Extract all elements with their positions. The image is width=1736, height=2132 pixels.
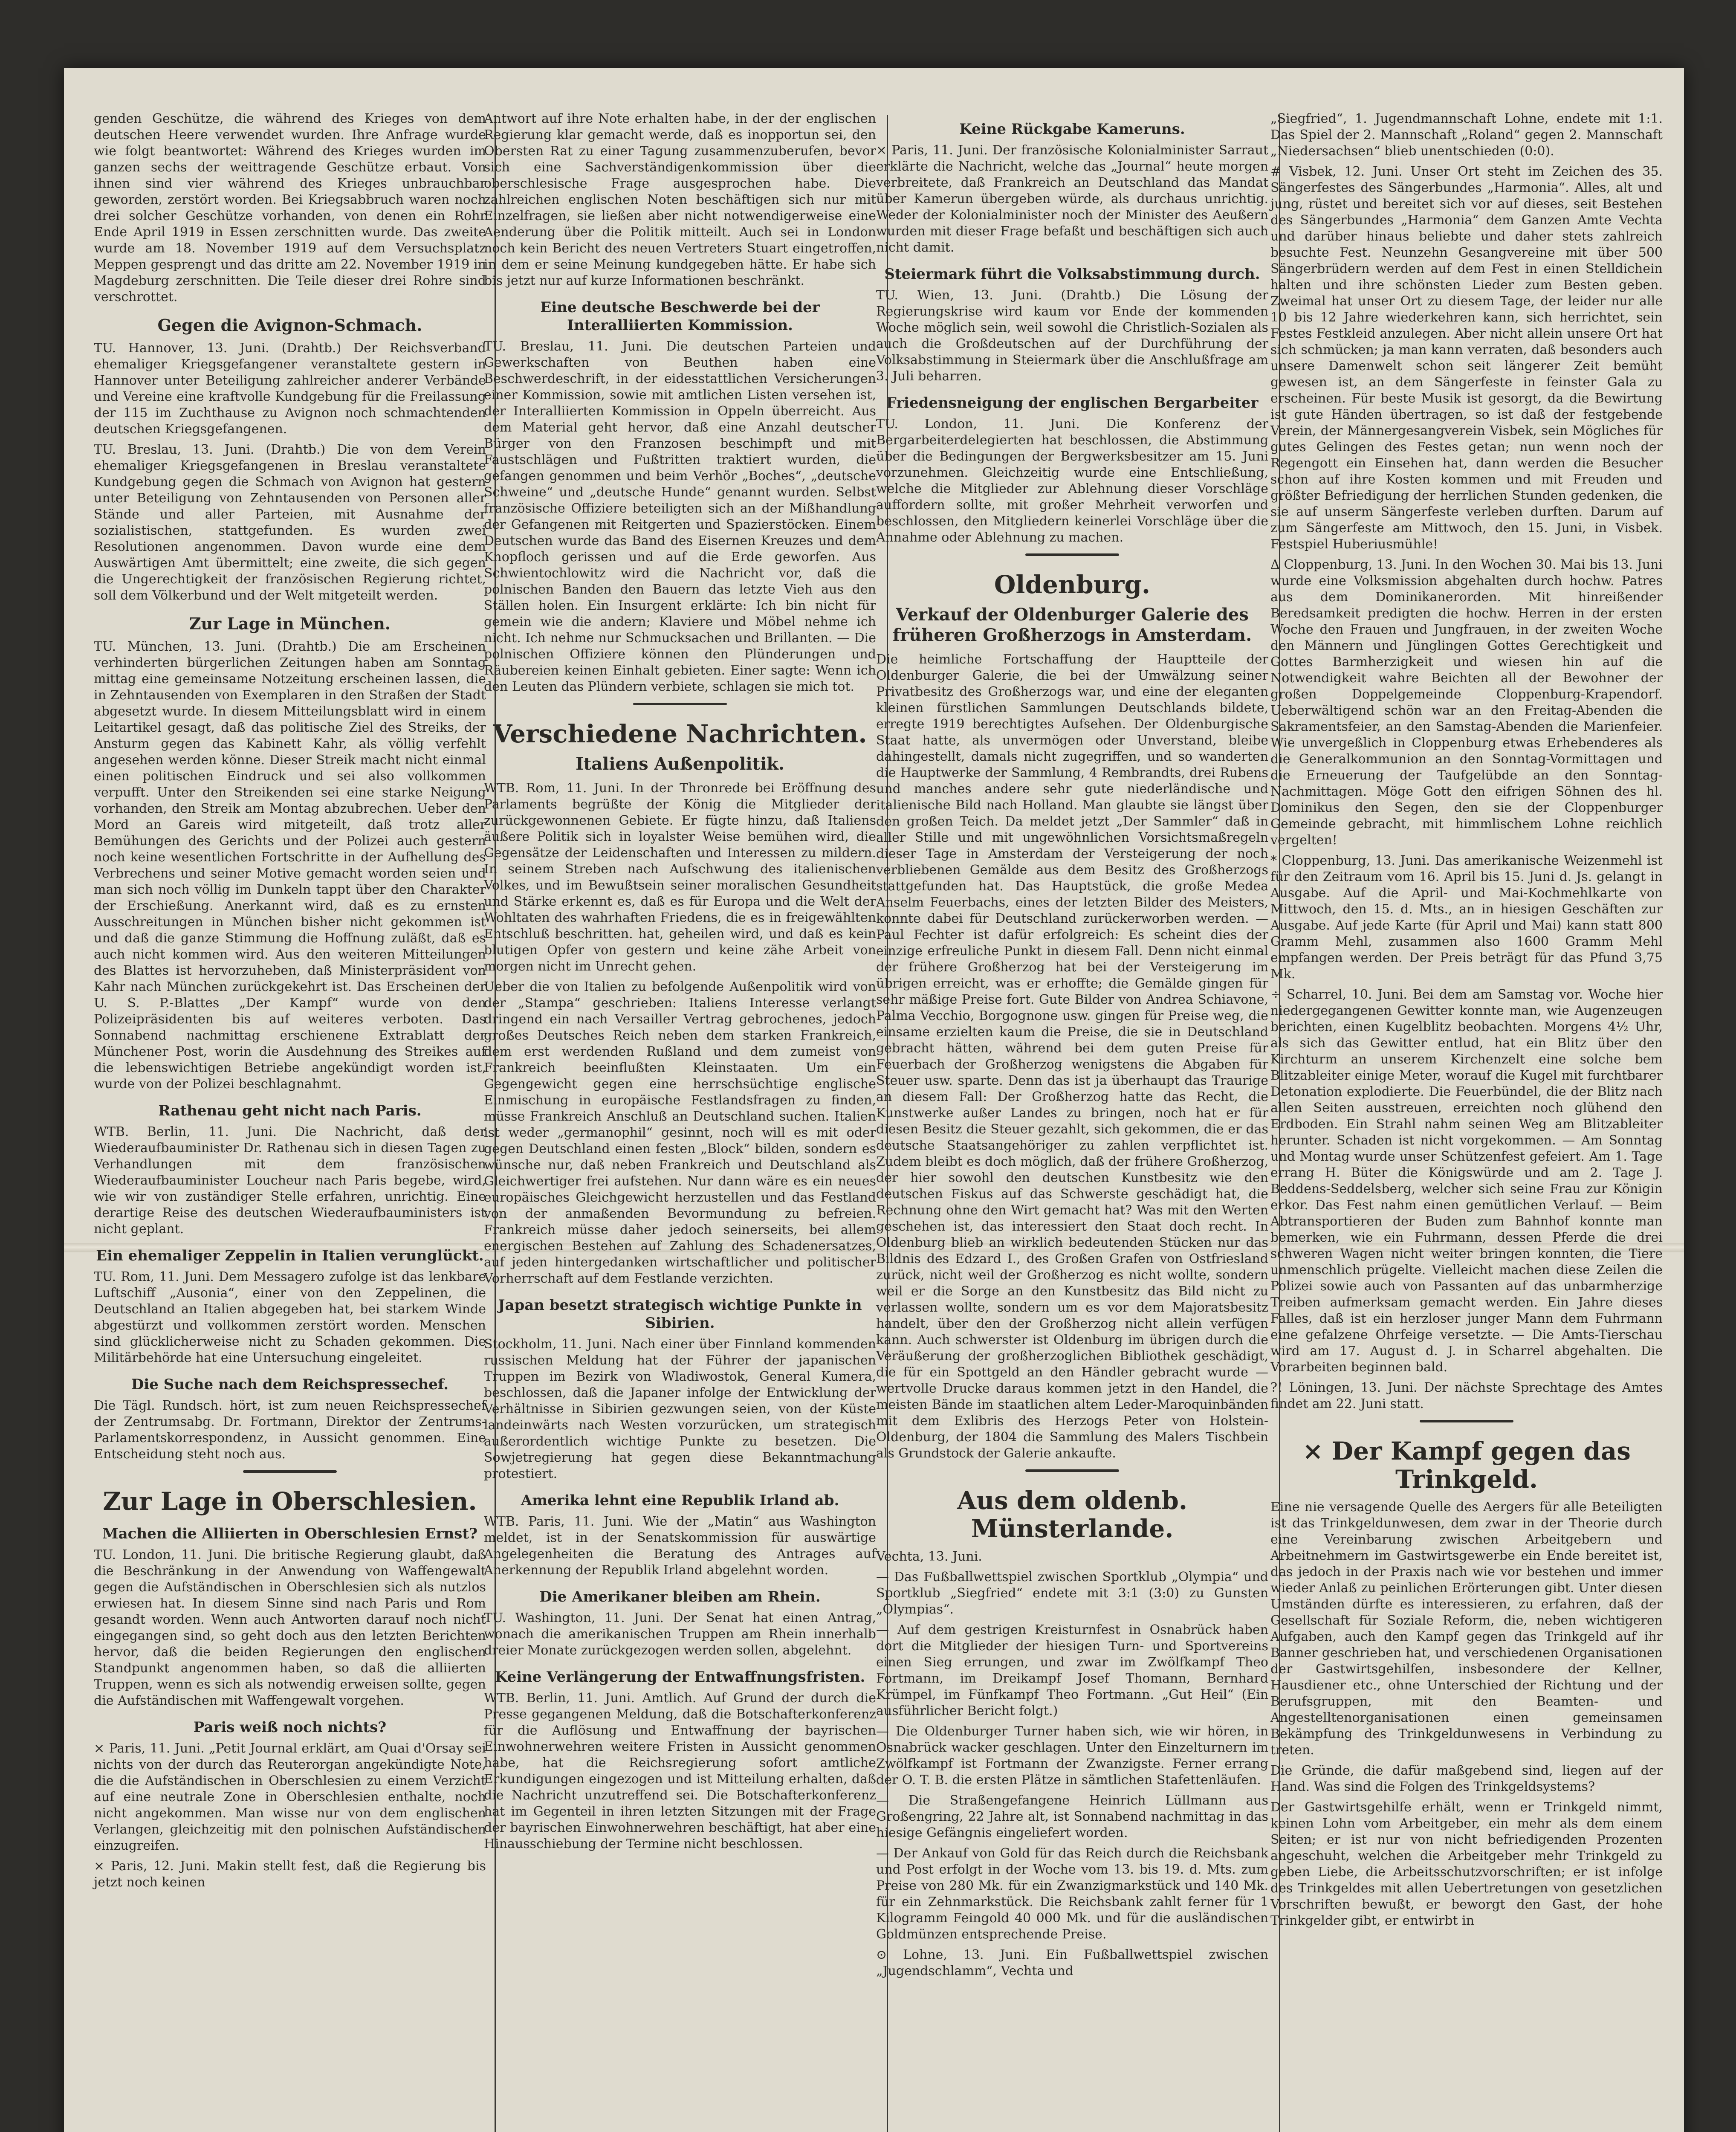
- article-paragraph: × Paris, 11. Juni. „Petit Journal erklärt, am Quai d'Orsay sei nichts von der durch das Reuterorgan angekündigte Note, die die Aufständischen in Oberschlesien zu einem Verzicht auf eine neutrale Zone in Oberschlesien enthalte, noch nicht angekommen. Man wisse nur von dem englischen Verlangen, gleichzeitig mit den polnischen Aufständischen einzugreifen.: [94, 1741, 486, 1853]
- section-divider: [243, 1470, 337, 1473]
- article-paragraph: × Paris, 11. Juni. Der französische Kolonialminister Sarraut erklärte die Nachricht, welche das „Journal“ heute morgen verbreitete, daß Frankreich an Deutschland das Mandat über Kamerun übergeben würde, als durchaus unrichtig. Weder der Kolonialminister noch der Minister des Aeußern wurden mit dieser Frage befaßt und beschäftigen sich auch nicht damit.: [876, 143, 1268, 255]
- article-paragraph: TU. München, 13. Juni. (Drahtb.) Die am Erscheinen verhinderten bürgerlichen Zeitungen haben am Sonntag mittag eine gemeinsame Notzeitung erscheinen lassen, die in Zehntausenden von Exemplaren in den Straßen der Stadt abgesetzt wurde. In diesem Mitteilungsblatt wird in einem Leitartikel gesagt, daß das politische Ziel des Streiks, der Ansturm gegen das Kabinett Kahr, als völlig verfehlt angesehen werden könne. Dieser Streik macht nicht einmal einen politischen Eindruck und sei also vollkommen verpufft. Unter den Streikenden sei eine starke Neigung vorhanden, den Streik am Montag abzubrechen. Ueber den Mord an Gareis wird mitgeteilt, daß trotz aller Bemühungen des Gerichts und der Polizei auch gestern noch keine wesentlichen Fortschritte in der Aufhellung des Verbrechens und seiner Motive gemacht worden seien und man sich noch völlig im Dunkeln tappt über den Charakter der Erschießung. Anerkannt wird, daß es zu ernsten Ausschreitungen in München bisher nicht gekommen ist und daß die ganze Stimmung die Hoffnung zuläßt, daß es auch nicht kommen wird. Aus den weiteren Mitteilungen des Blattes ist hervorzuheben, daß Ministerpräsident von Kahr nach München zurückgekehrt ist. Das Erscheinen der U. S. P.-Blattes „Der Kampf“ wurde von den Polizeipräsidenten bis auf weiteres verboten. Das Sonnabend nachmittag erschienene Extrablatt der Münchener Post, worin die Ausdehnung des Streikes auf die lebenswichtigen Betriebe angekündigt worden ist, wurde von der Polizei beschlagnahmt.: [94, 639, 486, 1092]
- article-paragraph: — Auf dem gestrigen Kreisturnfest in Osnabrück haben dort die Mitglieder der hiesigen Turn- und Sportvereins einen Sieg errungen, und zwar im Zwölfkampf Theo Fortmann, im Dreikampf Josef Thomann, Bernhard Krümpel, im Fünfkampf Theo Fortmann. „Gut Heil“ (Ein ausführlicher Bericht folgt.): [876, 1622, 1268, 1718]
- article-headline: Amerika lehnt eine Republik Irland ab.: [521, 1492, 839, 1509]
- article-paragraph: WTB. Paris, 11. Juni. Wie der „Matin“ aus Washington meldet, ist in der Senatskommission für auswärtige Angelegenheiten die Beratung des Antrages auf Anerkennung der Republik Irland abgelehnt worden.: [484, 1514, 876, 1578]
- article-paragraph: TU. London, 11. Juni. Die britische Regierung glaubt, daß die Beschränkung in der Anwendung von Waffengewalt gegen die Aufständischen in Oberschlesien sich als nutzlos erwiesen hat. In diesem Sinne sind nach Paris und Rom gesandt worden. Wenn auch Antworten darauf noch nicht eingegangen sind, so geht doch aus den letzten Berichten hervor, daß die beiden Regierungen den englischen Standpunkt angenommen haben, so daß die alliierten Truppen, wenn es sich als notwendig erweisen sollte, gegen die Aufständischen mit Waffengewalt vorgehen.: [94, 1547, 486, 1708]
- article-headline: Die Suche nach dem Reichspressechef.: [131, 1376, 449, 1393]
- article-headline: Zur Lage in München.: [189, 614, 391, 633]
- article-paragraph: genden Geschütze, die während des Krieges von dem deutschen Heere verwendet wurden. Ihre Anfrage wurde wie folgt beantwortet: Während des Krieges wurden im ganzen sechs der weittragende Geschütze erbaut. Von ihnen sind vier während des Krieges unbrauchbar geworden, zerstört worden. Bei Kriegsabbruch waren noch drei solcher Geschütze vorhanden, von denen ein Rohr Ende April 1919 in Essen zerschnitten wurde. Das zweite wurde am 18. November 1919 auf dem Versuchsplatz Meppen gesprengt und das dritte am 22. November 1919 in Magdeburg zerschnitten. Die Teile dieser drei Rohre sind verschrottet.: [94, 111, 486, 304]
- article-paragraph: TU. Breslau, 13. Juni. (Drahtb.) Die von dem Verein ehemaliger Kriegsgefangenen in Breslau veranstaltete Kundgebung gegen die Schmach von Avignon hat gestern unter Beteiligung von Zehntausenden von Personen aller Stände und aller Parteien, mit Ausnahme der sozialistischen, stattgefunden. Es wurden zwei Resolutionen angenommen. Davon wurde eine dem Auswärtigen Amt übermittelt; eine zweite, die sich gegen die Ungerechtigkeit der französischen Regierung richtet, soll dem Völkerbund und der Welt mitgeteilt werden.: [94, 442, 486, 603]
- article-headline: Friedensneigung der englischen Bergarbeiter: [886, 394, 1259, 411]
- article-headline: Japan besetzt strategisch wichtige Punkte in Sibirien.: [498, 1297, 862, 1332]
- column-1: [94, 111, 486, 1895]
- article-headline: Machen die Alliierten in Oberschlesien Ernst?: [102, 1525, 477, 1542]
- article-paragraph: * Cloppenburg, 13. Juni. Das amerikanische Weizenmehl ist für den Zeitraum vom 16. April bis 15. Juni d. Js. gelangt in Ausgabe. Auf die April- und Mai-Kochmehlkarte von Mittwoch, den 15. d. Mts., an in hiesigen Geschäften zur Ausgabe. Auf jede Karte (für April und Mai) kann statt 800 Gramm Mehl, zusammen also 1600 Gramm Mehl empfangen werden. Der Preis beträgt für das Pfund 3,75 Mk.: [1270, 853, 1663, 982]
- section-heading: × Der Kampf gegen das Trinkgeld.: [1302, 1437, 1631, 1494]
- article-paragraph: WTB. Rom, 11. Juni. In der Thronrede bei Eröffnung des Parlaments begrüßte der König die Mitglieder der zurückgewonnenen Gebiete. Er fügte hinzu, daß Italiens äußere Politik sich in loyalster Weise bemühen wird, die Gegensätze der Leidenschaften und Interessen zu mildern. In seinem Streben nach Aufschwung des italienischen Volkes, und im Bewußtsein seiner moralischen Gesundheit und Stärke erkennt es, daß es für Europa und die Welt der Wohltaten des wahrhaften Friedens, die es in freigewählten Entschluß beschritten. hat, geheilen wird, und daß es kein blutigen Opfer von gestern und keine zähe Arbeit von morgen nicht im Unrecht gehen.: [484, 781, 876, 974]
- article-paragraph: Die Tägl. Rundsch. hört, ist zum neuen Reichspressechef der Zentrumsabg. Dr. Fortmann, Direktor der Zentrums-Parlamentskorrespondenz, in Aussicht genommen. Eine Entscheidung steht noch aus.: [94, 1398, 486, 1462]
- section-heading: Zur Lage in Oberschlesien.: [103, 1487, 477, 1516]
- column-3: [876, 111, 1268, 1984]
- article-subheading: Verkauf der Oldenburger Galerie des früheren Großherzogs in Amsterdam.: [892, 605, 1252, 645]
- section-heading: Aus dem oldenb. Münsterlande.: [957, 1486, 1188, 1543]
- article-paragraph: TU. Rom, 11. Juni. Dem Messagero zufolge ist das lenkbare Luftschiff „Ausonia“, einer von den Zeppelinen, die Deutschland an Italien abgegeben hat, bei starkem Winde abgestürzt und vollkommen zerstört worden. Menschen sind glücklicherweise nicht zu Schaden gekommen. Die Militärbehörde hat eine Untersuchung eingeleitet.: [94, 1269, 486, 1365]
- article-paragraph: Eine nie versagende Quelle des Aergers für alle Beteiligten ist das Trinkgeldunwesen, dem zwar in der Theorie durch eine Vereinbarung zwischen Arbeitgebern und Arbeitnehmern im Gastwirtsgewerbe ein Ende bereitet ist, das jedoch in der Praxis nach wie vor bestehen und immer wieder Anlaß zu peinlichen Erörterungen gibt. Unter diesen Umständen dürfte es interessieren, zu erfahren, daß der Gesellschaft für Soziale Reform, die, neben wichtigeren Aufgaben, auch den Kampf gegen das Trinkgeld auf ihr Banner geschrieben hat, und verschiedenen Organisationen der Gastwirtsgehilfen, insbesondere der Kellner, Hausdiener etc., ohne Unterschied der Richtung und der Berufsgruppen, mit den Beamten- und Angestelltenorganisationen einen gemeinsamen Bekämpfung des Trinkgeldunwesens in Verbindung zu treten.: [1270, 1500, 1663, 1758]
- article-paragraph: ?! Löningen, 13. Juni. Der nächste Sprechtage des Amtes findet am 22. Juni statt.: [1270, 1380, 1663, 1411]
- article-paragraph: WTB. Berlin, 11. Juni. Amtlich. Auf Grund der durch die Presse gegangenen Meldung, daß die Botschafterkonferenz für die Auflösung und Entwaffnung der bayrischen Einwohnerwehren weitere Fristen in Aussicht genommen habe, hat die Reichsregierung sofort amtliche Erkundigungen eingezogen und ist Mitteilung erhalten, daß die Nachricht unzutreffend sei. Die Botschafterkonferenz hat im Gegenteil in ihren letzten Sitzungen mit der Frage der bayrischen Einwohnerwehren beschäftigt, hat aber eine Hinausschiebung der Termine nicht beschlossen.: [484, 1691, 876, 1851]
- column-2: [484, 111, 876, 1857]
- article-paragraph: Stockholm, 11. Juni. Nach einer über Finnland kommenden russischen Meldung hat der Führer der japanischen Truppen im Bezirk von Wladiwostok, General Kumera, beschlossen, daß die Japaner infolge der Entwicklung der Verhältnisse in Sibirien gezwungen seien, von der Küste landeinwärts nach Westen vorzurücken, um strategisch außerordentlich wichtige Punkte zu besetzen. Die Sowjetregierung hat gegen diese Bekanntmachung protestiert.: [484, 1337, 876, 1481]
- article-paragraph: — Der Ankauf von Gold für das Reich durch die Reichsbank und Post erfolgt in der Woche vom 13. bis 19. d. Mts. zum Preise von 280 Mk. für ein Zwanzigmarkstück und 140 Mk. für ein Zehnmarkstück. Die Reichsbank zahlt ferner für 1 Kilogramm Feingold 40 000 Mk. und für die ausländischen Goldmünzen entsprechende Preise.: [876, 1846, 1268, 1942]
- article-headline: Die Amerikaner bleiben am Rhein.: [539, 1588, 821, 1605]
- article-paragraph: Δ Cloppenburg, 13. Juni. In den Wochen 30. Mai bis 13. Juni wurde eine Volksmission abgehalten durch hochw. Patres aus dem Dominikanerorden. Mit hinreißender Beredsamkeit predigten die hochw. Herren in der ersten Woche den Frauen und Jungfrauen, in der zweiten Woche den Männern und Jünglingen Gottes Gerechtigkeit und Gottes Barmherzigkeit und wiesen hin auf die Notwendigkeit wahre Beichten all der Bewohner der großen Doppelgemeinde Cloppenburg-Krapendorf. Ueberwältigend schön war an den Freitag-Abenden die Sakramentsfeier, an den Samstag-Abenden die Marienfeier. Wie unvergeßlich in Cloppenburg etwas Erhebenderes als die Generalkommunion an den Sonntag-Vormittagen und die Erneuerung der Taufgelübde an den Sonntag-Nachmittagen. Möge Gott den eifrigen Söhnen des hl. Dominikus den Segen, den sie der Cloppenburger Gemeinde gebracht, mit himmlischem Lohne reichlich vergelten!: [1270, 557, 1663, 848]
- article-headline: Keine Rückgabe Kameruns.: [959, 121, 1185, 138]
- article-headline: Steiermark führt die Volksabstimmung durch.: [884, 266, 1260, 283]
- article-paragraph: Vechta, 13. Juni.: [876, 1549, 982, 1564]
- article-paragraph: TU. Wien, 13. Juni. (Drahtb.) Die Lösung der Regierungskrise wird kaum vor Ende der kommenden Woche möglich sein, weil sowohl die Christlich-Sozialen als auch die Großdeutschen auf der Durchführung der Volksabstimmung in Steiermark über die Anschlußfrage am 3. Juli beharren.: [876, 288, 1268, 384]
- article-paragraph: Die heimliche Fortschaffung der Hauptteile der Oldenburger Galerie, die bei der Umwälzung seiner Privatbesitz des Großherzogs war, und eine der eleganten kleinen fürstlichen Sammlungen Deutschlands bildete, erregte 1919 berechtigtes Aufsehen. Der Oldenburgische Staat hatte, als unvermögen oder Unverstand, bleibe dahingestellt, damals nicht zugegriffen, und so wanderten die Hauptwerke der Sammlung, 4 Rembrandts, drei Rubens und manches andere sehr gute niederländische und italienische Bild nach Holland. Man glaubte sie längst über den großen Teich. Da meldet jetzt „Der Sammler“ daß in aller Stille und mit ungewöhnlichen Vorsichtsmaßregeln dieser Tage in Amsterdam der Versteigerung der noch verbliebenen Gemälde aus dem Besitz des Großherzogs stattgefunden hat. Das Hauptstück, die große Medea Anselm Feuerbachs, eines der letzten Bilder des Meisters, konnte dabei für Deutschland zurückerworben werden. — Paul Fechter ist dafür erfolgreich: Es scheint dies der einzige erfreuliche Punkt in diesem Fall. Denn nicht einmal der frühere Großherzog hat bei der Versteigerung im übrigen erreicht, was er erhoffte; die Gemälde gingen für sehr mäßige Preise fort. Gute Bilder von Andrea Schiavone, Palma Vecchio, Borgognone usw. gingen für Preise weg, die einsame erzielten kaum die Preise, die sie in Deutschland gebracht hätten, während bei dem guten Preise für Feuerbach der Großherzog wenigstens die Abgaben für Steuer usw. sparte. Denn das ist ja überhaupt das Traurige an diesem Fall: Der Großherzog hatte das Recht, die Kunstwerke außer Landes zu bringen, noch hat er für diesen Besitz die Steuer gezahlt, sich gekommen, die er das deutsche Staatsangehöriger zu zahlen verpflichtet ist. Zudem bleibt es doch möglich, daß der frühere Großherzog, der hier sowohl den deutschen Kunstbesitz wie den deutschen Fiskus auf das Schwerste geschädigt hat, die Rechnung ohne den Wirt gemacht hat? Was mit den Werten geschehen ist, das interessiert den Staat doch recht. In Oldenburg blieb an wirklich bedeutenden Stücken nur das Bildnis des Edzard I., des Großen Grafen von Ostfriesland zurück, nicht weil der Großherzog es nicht wollte, sondern weil er die Sorge an den Kunstbesitz das Bild nicht zu verlassen wollte, sondern um es vor dem Majoratsbesitz handelt, über den der Großherzog nicht allein verfügen kann. Auch schwerster ist Oldenburg im übrigen durch die Veräußerung der großherzoglichen Bibliothek geschädigt, die für ein Spottgeld an den Händler gebracht wurde — wertvolle Drucke daraus kommen jetzt in den Handel, die meisten Bände im staatlichen altem Leder-Maroquinbänden mit dem Exlibris des Herzogs Peter von Holstein-Oldenburg, der 1804 die Sammlung des Malers Tischbein als Grundstock der Galerie ankaufte.: [876, 652, 1268, 1461]
- article-paragraph: ⊙ Lohne, 13. Juni. Ein Fußballwettspiel zwischen „Jugendschlamm“, Vechta und: [876, 1947, 1268, 1978]
- article-paragraph: „Siegfried“, 1. Jugendmannschaft Lohne, endete mit 1:1. Das Spiel der 2. Mannschaft „Roland“ gegen 2. Mannschaft „Niedersachsen“ blieb unentschieden (0:0).: [1270, 111, 1663, 159]
- article-paragraph: TU. London, 11. Juni. Die Konferenz der Bergarbeiterdelegierten hat beschlossen, die Abstimmung über die Bedingungen der Bergwerksbesitzer am 15. Juni vorzunehmen. Gleichzeitig wurde eine Entschließung, welche die Mitglieder zur Ablehnung dieser Vorschläge auffordern sollte, mit großer Mehrheit verworfen und beschlossen, den Mitgliedern keinerlei Vorschläge über die Annahme oder Ablehnung zu machen.: [876, 417, 1268, 545]
- article-headline: Paris weiß noch nichts?: [193, 1719, 387, 1736]
- article-paragraph: WTB. Berlin, 11. Juni. Die Nachricht, daß der Wiederaufbauminister Dr. Rathenau sich in diesen Tagen zu Verhandlungen mit dem französischen Wiederaufbauminister Loucheur nach Paris begebe, wird, wie wir von zuständiger Stelle erfahren, unrichtig. Eine derartige Reise des deutschen Wiederaufbauministers ist nicht geplant.: [94, 1124, 486, 1237]
- article-paragraph: — Die Oldenburger Turner haben sich, wie wir hören, in Osnabrück wacker geschlagen. Unter den Einzelturnern im Zwölfkampf ist Fortmann der Zwanzigste. Ferner errang der O. T. B. die ersten Plätze in sämtlichen Stafettenläufen.: [876, 1724, 1268, 1787]
- column-4: [1270, 111, 1663, 1933]
- article-paragraph: TU. Breslau, 11. Juni. Die deutschen Parteien und Gewerkschaften von Beuthen haben eine Beschwerdeschrift, in der eidesstattlichen Versicherungen einer Kommission, sowie mit amtlichen Listen versehen ist, der Interalliierten Kommission in Oppeln überreicht. Aus dem Material geht hervor, daß eine Anzahl deutscher Bürger von den Franzosen beschimpft und mit Faustschlägen und Fußtritten traktiert wurden, die gefangen genommen und beim Verhör „Boches“, „deutsche Schweine“ und „deutsche Hunde“ genannt wurden. Selbst französische Offiziere beteiligten sich an der Mißhandlung der Gefangenen mit Reitgerten und Spazierstöcken. Einem Deutschen wurde das Band des Eisernen Kreuzes und dem Knopfloch gerissen und auf die Erde geworfen. Aus Schwientochlowitz wird die Nachricht vor, daß die polnischen Banden den Bauern das letzte Vieh aus den Ställen holen. Ein Insurgent erklärte: Ich bin nicht für gemein wie die andern; Klaviere und Möbel nehme ich nicht. Ich nehme nur Schmucksachen und Brillanten. — Die polnischen Offiziere können den Plünderungen und Räubereien keinen Einhalt gebieten. Einer sagte: Wenn ich den Leuten das Plündern verbiete, schlagen sie mich tot.: [484, 339, 876, 694]
- article-paragraph: Ueber die von Italien zu befolgende Außenpolitik wird von der „Stampa“ geschrieben: Italiens Interesse verlangt dringend ein nach Versailler Vertrag gebrochenes, jedoch großes Deutsches Reich neben dem starken Frankreich, dem erst werdenden Rußland und dem zumeist von Frankreich beeinflußten Kleinstaaten. Um ein Gegengewicht gegen eine herrschsüchtige englische Einmischung in europäische Festlandsfragen zu finden, müsse Frankreich Anschluß an Deutschland suchen. Italien ist weder „germanophil“ gesinnt, noch will es mit oder gegen Deutschland einen festen „Block“ bilden, sondern es wünsche nur, daß neben Frankreich und Deutschland als Gleichwertiger frei aufstehen. Nur dann wäre es ein neues europäisches Gleichgewicht herzustellen und das Festland von der anmaßenden Bevormundung zu befreien. Frankreich müsse daher jedoch seinerseits, bei allem energischen Bestehen auf Zahlung des Schadenersatzes, auf jeden hintergedanken wirtschaftlicher und politischer Vorherrschaft auf dem Festlande verzichten.: [484, 979, 876, 1286]
- section-divider: [1420, 1420, 1513, 1422]
- section-heading: Oldenburg.: [994, 570, 1151, 599]
- article-paragraph: Der Gastwirtsgehilfe erhält, wenn er Trinkgeld nimmt, keinen Lohn vom Arbeitgeber, ein mehr als dem einem Seiten; er ist nur von nicht befriedigenden Prozenten angeschuht, welchen die Arbeitgeber mehr Trinkgeld zu geben Liebe, die Arbeitsschutzvorschriften; er ist infolge des Trinkgeldes mit allen Uebertretungen von gesetzlichen Vorschriften bewußt, er beworgt den Gast, der hohe Trinkgelder gibt, er entwirbt in: [1270, 1800, 1663, 1928]
- section-divider: [633, 703, 727, 705]
- section-divider: [1025, 553, 1119, 556]
- article-headline: Eine deutsche Beschwerde bei der Interalliierten Kommission.: [540, 299, 820, 334]
- article-headline: Gegen die Avignon-Schmach.: [157, 316, 422, 335]
- article-paragraph: Die Gründe, die dafür maßgebend sind, liegen auf der Hand. Was sind die Folgen des Trinkgeldsystems?: [1270, 1763, 1663, 1794]
- article-paragraph: # Visbek, 12. Juni. Unser Ort steht im Zeichen des 35. Sängerfestes des Sängerbundes „Harmonia“. Alles, alt und jung, rüstet und bereitet sich vor auf dieses, seit Bestehen des Sängerbundes „Harmonia“ dem Ganzen Amte Vechta und darüber hinaus beliebte und daher stets zahlreich besuchte Fest. Neunzehn Gesangvereine mit über 500 Sängerbrüdern werden auf dem Fest in einen Stelldichein halten und ihre schönsten Lieder zum Besten geben. Zweimal hat unser Ort zu diesem Tage, der leider nur alle 10 bis 12 Jahre wiederkehren kann, sich herrichtet, sein Festes Festkleid anzulegen. Aber nicht allein unsere Ort hat sich schmücken; ja man kann verraten, daß besonders auch unsere Damenwelt schon seit längerer Zeit bemüht gewesen ist, an dem Sängerfeste in feinster Gala zu erscheinen. Für beste Musik ist gesorgt, da die Bewirtung ist gute Händen übertragen, so ist daß der festgebende Verein, der Männergesangverein Visbek, sein Mögliches für gutes Gelingen des Festes getan; nun wenn noch der Regengott ein Einsehen hat, dann werden die Besucher schon auf ihre Kosten kommen und mit Freuden und größter Befriedigung der herrlichen Stunden gedenken, die sie auf unserm Sängerfeste verleben durften. Darum auf zum Sängerfeste am Mittwoch, den 15. Juni, in Visbek. Festspiel Huberiusmühle!: [1270, 164, 1663, 552]
- article-headline: Keine Verlängerung der Entwaffnungsfristen.: [495, 1669, 865, 1686]
- article-subheading: Italiens Außenpolitik.: [576, 754, 784, 774]
- article-paragraph: — Die Straßengefangene Heinrich Lüllmann aus Großengring, 22 Jahre alt, ist Sonnabend nachmittag in das hiesige Gefängnis eingeliefert worden.: [876, 1793, 1268, 1840]
- article-paragraph: × Paris, 12. Juni. Makin stellt fest, daß die Regierung bis jetzt noch keinen: [94, 1859, 486, 1890]
- article-paragraph: TU. Hannover, 13. Juni. (Drahtb.) Der Reichsverband ehemaliger Kriegsgefangener veranstaltete gestern in Hannover unter Beteiligung zahlreicher anderer Verbände und Vereine eine kraftvolle Kundgebung für die Freilassung der 115 im Zuchthause zu Avignon noch schmachtenden deutschen Kriegsgefangenen.: [94, 341, 486, 437]
- article-paragraph: ÷ Scharrel, 10. Juni. Bei dem am Samstag vor. Woche hier niedergegangenen Gewitter konnte man, wie Augenzeugen berichten, einen Kugelblitz beobachten. Morgens 4½ Uhr, als sich das Gewitter entlud, hat ein Blitz über den Kirchturm an unserem Kirchenzelt eine solche bem Blitzableiter einige Meter, worauf die Kugel mit furchtbarer Detonation explodierte. Die Feuerbündel, die der Blitz nach allen Seiten ausstreuen, erreichten noch glühend den Erdboden. Ein Strahl nahm seinen Weg am Blitzableiter herunter. Schaden ist nicht vorgekommen. — Am Sonntag und Montag wurde unser Schützenfest gefeiert. Am 1. Tage errang H. Büter die Königswürde und am 2. Tage J. Beddens-Seddelsberg, welcher sich seine Frau zur Königin erkor. Das Fest nahm einen gemütlichen Verlauf. — Beim Abtransportieren der Buden zum Bahnhof konnte man bemerken, wie ein Fuhrmann, dessen Pferde die drei schweren Wagen nicht weiter bringen konnten, die Tiere unmenschlich prügelte. Vielleicht machen diese Zeilen die Polizei sowie auch von Passanten auf das unbarmherzige Treiben aufmerksam gemacht werden. Ein Jahre dieses Falles, daß ist ein herzloser junger Mann dem Fuhrmann eine gefalzene Ohrfeige versetzte. — Die Amts-Tierschau wird am 17. August d. J. in Scharrel abgehalten. Die Vorarbeiten beginnen bald.: [1270, 987, 1663, 1375]
- article-headline: Rathenau geht nicht nach Paris.: [158, 1102, 422, 1119]
- section-divider: [1025, 1469, 1119, 1472]
- article-paragraph: Antwort auf ihre Note erhalten habe, in der der englischen Regierung klar gemacht werde, daß es inopportun sei, den Obersten Rat zu einer Tagung zusammenzuberufen, bevor sich eine Sachverständigenkommission über die oberschlesische Frage ausgesprochen habe. Die zahlreichen englischen Noten beschäftigen sich nur mit Einzelfragen, sie ließen aber nicht notwendigerweise eine Aenderung über die Politik mitteilt. Auch sei in London noch kein Bericht des neuen Vertreters Stuart eingetroffen, in dem er seine Meinung kundgegeben hätte. Er habe sich bis jetzt nur auf kurze Informationen beschränkt.: [484, 111, 876, 288]
- article-headline: Ein ehemaliger Zeppelin in Italien verunglückt.: [96, 1247, 484, 1264]
- article-paragraph: — Das Fußballwettspiel zwischen Sportklub „Olympia“ und Sportklub „Siegfried“ endete mit 3:1 (3:0) zu Gunsten „Olympias“.: [876, 1570, 1268, 1617]
- section-heading: Verschiedene Nachrichten.: [493, 719, 867, 748]
- newspaper-page: [64, 68, 1684, 2132]
- article-paragraph: TU. Washington, 11. Juni. Der Senat hat einen Antrag, wonach die amerikanischen Truppen am Rhein innerhalb dreier Monate zurückgezogen werden sollen, abgelehnt.: [484, 1611, 876, 1658]
